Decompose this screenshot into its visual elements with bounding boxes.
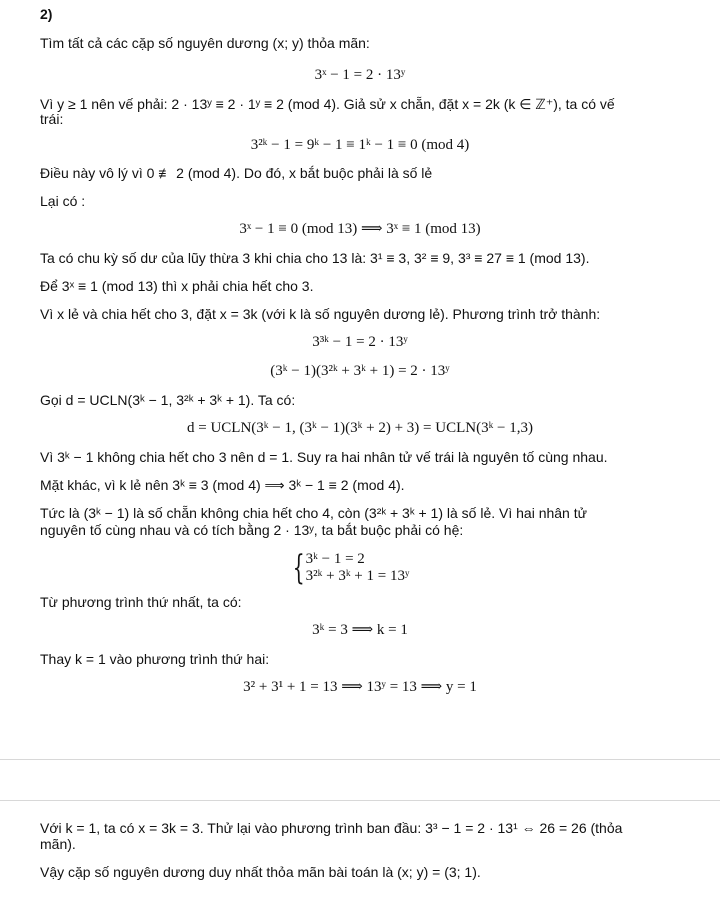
conclusion-text: Vậy cặp số nguyên dương duy nhất thỏa mãn bài toán là (x; y) = (3; 1). — [40, 864, 481, 880]
paragraph-verification-line2: mãn). — [40, 836, 76, 852]
paragraph-cycle: Ta có chu kỳ số dư của lũy thừa 3 khi chia cho 13 là: 3¹ ≡ 3, 3² ≡ 9, 3³ ≡ 27 ≡ 1 (mod 13). — [40, 250, 590, 266]
paragraph-divisible-by-3: Để 3ˣ ≡ 1 (mod 13) thì x phải chia hết cho 3. — [40, 278, 314, 294]
paragraph-second-equation: Thay k = 1 vào phương trình thứ hai: — [40, 651, 270, 667]
paragraph-even-case-line2: trái: — [40, 111, 64, 127]
equation-3k: 3³ᵏ − 1 = 2 · 13ʸ — [312, 334, 408, 350]
system-equation-1: 3ᵏ − 1 = 2 — [305, 551, 365, 567]
paragraph-parity-line1: Tức là (3ᵏ − 1) là số chẵn không chia hết cho 4, còn (3²ᵏ + 3ᵏ + 1) là số lẻ. Vì hai nhân tử — [40, 505, 587, 521]
paragraph-contradiction: Điều này vô lý vì 0 ≢ 2 (mod 4). Do đó, x bắt buộc phải là số lẻ — [40, 165, 433, 181]
k-equation: 3ᵏ = 3 ⟹ k = 1 — [312, 622, 408, 638]
paragraph-k-odd: Mặt khác, vì k lẻ nên 3ᵏ ≡ 3 (mod 4) ⟹ 3ᵏ − 1 ≡ 2 (mod 4). — [40, 477, 405, 493]
paragraph-verification-line1: Với k = 1, ta có x = 3k = 3. Thử lại vào phương trình ban đầu: 3³ − 1 = 2 · 13¹ ⇔ 26 = 26 (thỏa — [40, 820, 623, 836]
paragraph-gcd-definition: Gọi d = UCLN(3ᵏ − 1, 3²ᵏ + 3ᵏ + 1). Ta có: — [40, 392, 296, 408]
factored-equation: (3ᵏ − 1)(3²ᵏ + 3ᵏ + 1) = 2 · 13ʸ — [270, 363, 450, 379]
problem-number: 2) — [40, 6, 53, 22]
paragraph-substitution: Vì x lẻ và chia hết cho 3, đặt x = 3k (với k là số nguyên dương lẻ). Phương trình trở thành: — [40, 306, 601, 322]
main-equation: 3ˣ − 1 = 2 · 13ʸ — [314, 67, 406, 83]
paragraph-parity-line2: nguyên tố cùng nhau và có tích bằng 2 · 13ʸ, ta bắt buộc phải có hệ: — [40, 522, 464, 538]
paragraph-even-case-line1: Vì y ≥ 1 nên vế phải: 2 · 13ʸ ≡ 2 · 1ʸ ≡ 2 (mod 4). Giả sử x chẵn, đặt x = 2k (k ∈ ℤ⁺), ta có vế — [40, 96, 615, 112]
mod13-equation: 3ˣ − 1 ≡ 0 (mod 13) ⟹ 3ˣ ≡ 1 (mod 13) — [239, 221, 481, 237]
y-equation: 3² + 3¹ + 1 = 13 ⟹ 13ʸ = 13 ⟹ y = 1 — [243, 679, 477, 695]
paragraph-coprime: Vì 3ᵏ − 1 không chia hết cho 3 nên d = 1. Suy ra hai nhân tử vế trái là nguyên tố cùng nhau. — [40, 449, 608, 465]
system-equation-2: 3²ᵏ + 3ᵏ + 1 = 13ʸ — [305, 568, 410, 584]
intro-text: Tìm tất cả các cặp số nguyên dương (x; y) thỏa mãn: — [40, 35, 370, 51]
even-case-equation: 3²ᵏ − 1 = 9ᵏ − 1 ≡ 1ᵏ − 1 ≡ 0 (mod 4) — [250, 137, 470, 153]
page-separator — [0, 759, 720, 801]
paragraph-again: Lại có : — [40, 193, 86, 209]
system-brace: { — [292, 548, 305, 588]
paragraph-first-equation: Từ phương trình thứ nhất, ta có: — [40, 594, 242, 610]
equation-system — [283, 548, 410, 588]
gcd-equation: d = UCLN(3ᵏ − 1, (3ᵏ − 1)(3ᵏ + 2) + 3) = UCLN(3ᵏ − 1,3) — [186, 420, 534, 436]
